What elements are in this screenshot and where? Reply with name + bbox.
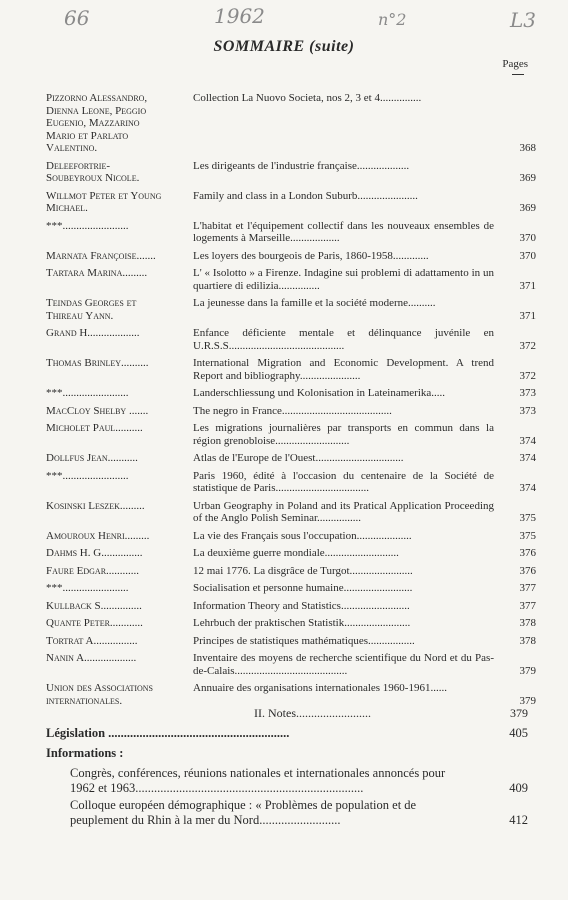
entry-page: 377 bbox=[519, 582, 536, 594]
info-entry bbox=[70, 766, 528, 796]
entry-page: 369 bbox=[519, 202, 536, 214]
toc-entry bbox=[46, 470, 568, 495]
entry-author: Micholet Paul.......... bbox=[46, 422, 143, 434]
entry-author: ***........................ bbox=[46, 387, 129, 399]
entry-title: Les migrations journalières par transports en commun dans la région grenobloise........................... bbox=[193, 422, 494, 447]
entry-author: Dahms H. G............... bbox=[46, 547, 143, 559]
toc-entry bbox=[46, 582, 568, 595]
toc-entry bbox=[46, 267, 568, 292]
entry-title: Collection La Nuovo Societa, nos 2, 3 et 4............... bbox=[193, 92, 422, 104]
entry-title: International Migration and Economic Development. A trend Report and bibliography...................... bbox=[193, 357, 494, 382]
entry-title: La deuxième guerre mondiale........................... bbox=[193, 547, 399, 559]
entry-author: Quante Peter............ bbox=[46, 617, 143, 629]
entry-page: 374 bbox=[519, 452, 536, 464]
entry-author: Grand H................... bbox=[46, 327, 140, 339]
toc-entry bbox=[46, 387, 568, 400]
toc-entry bbox=[46, 565, 568, 578]
toc-entry bbox=[46, 220, 568, 245]
entry-title: Les loyers des bourgeois de Paris, 1860-1958............. bbox=[193, 249, 429, 262]
toc-entry bbox=[46, 405, 568, 418]
entry-author: Nanin A................... bbox=[46, 652, 137, 664]
page-title: SOMMAIRE (suite) bbox=[213, 38, 355, 55]
toc-entry bbox=[46, 160, 568, 185]
legislation-label: Législation .......................................................... bbox=[46, 726, 290, 740]
entry-author: ***........................ bbox=[46, 469, 129, 482]
entry-page: 373 bbox=[519, 387, 536, 399]
toc-entry bbox=[46, 297, 568, 322]
pages-column-header: Pages bbox=[502, 58, 528, 70]
notes-label: II. Notes......................... bbox=[254, 706, 371, 720]
toc-entry bbox=[46, 250, 568, 263]
entry-author: ***........................ bbox=[46, 219, 129, 232]
entry-author: Tartara Marina......... bbox=[46, 267, 148, 279]
entry-author: Amouroux Henri......... bbox=[46, 529, 150, 542]
entry-author: Thomas Brinley.......... bbox=[46, 357, 149, 369]
entry-author: Willmot Peter et Young Michael. bbox=[46, 189, 162, 214]
entry-page: 369 bbox=[519, 172, 536, 184]
entry-title: Urban Geography in Poland and its Pratical Application Proceeding of the Anglo Polish Seminar................ bbox=[193, 499, 494, 524]
toc-entry bbox=[46, 357, 568, 382]
info-entry-page: 409 bbox=[509, 781, 528, 795]
entry-page: 371 bbox=[519, 309, 536, 322]
entry-page: 374 bbox=[519, 434, 536, 447]
toc-entry bbox=[46, 500, 568, 525]
entry-title: Lehrbuch der praktischen Statistik........................ bbox=[193, 617, 411, 629]
info-entry-line2: peuplement du Rhin à la mer du Nord.......................... bbox=[70, 813, 341, 827]
entry-page: 370 bbox=[519, 249, 536, 262]
entry-page: 368 bbox=[519, 142, 536, 154]
toc-entry bbox=[46, 635, 568, 648]
toc-entry bbox=[46, 682, 568, 707]
legislation-page: 405 bbox=[509, 726, 528, 740]
entry-title: Paris 1960, édité à l'occasion du centenaire de la Société de statistique de Paris.................................. bbox=[193, 469, 494, 494]
toc-list bbox=[0, 92, 568, 712]
entry-page: 376 bbox=[519, 547, 536, 559]
entry-author: Tortrat A................ bbox=[46, 634, 138, 647]
entry-author: ***........................ bbox=[46, 582, 129, 594]
entry-page: 373 bbox=[519, 404, 536, 417]
entry-title: Information Theory and Statistics......................... bbox=[193, 599, 410, 612]
entry-title: Inventaire des moyens de recherche scientifique du Nord et du Pas-de-Calais......................................... bbox=[193, 652, 494, 677]
entry-title: L' « Isolotto » a Firenze. Indagine sui problemi di adattamento in un quartiere di edilizia............... bbox=[193, 267, 494, 292]
notes-page: 379 bbox=[510, 706, 528, 720]
entry-title: L'habitat et l'équipement collectif dans les nouveaux ensembles de logements à Marseille.................. bbox=[193, 219, 494, 244]
entry-page: 379 bbox=[519, 664, 536, 677]
entry-title: Family and class in a London Suburb...................... bbox=[193, 189, 418, 202]
toc-entry bbox=[46, 617, 568, 630]
entry-author: MacCloy Shelby ....... bbox=[46, 404, 149, 417]
informations-heading: Informations : bbox=[46, 746, 124, 760]
entry-page: 372 bbox=[519, 339, 536, 352]
info-entry bbox=[70, 798, 528, 828]
entry-title: Landerschliessung und Kolonisation in Lateinamerika..... bbox=[193, 387, 446, 399]
info-entry-page: 412 bbox=[509, 813, 528, 827]
toc-entry bbox=[46, 452, 568, 465]
entry-author: Kullback S............... bbox=[46, 599, 142, 612]
entry-title: La jeunesse dans la famille et la société moderne.......... bbox=[193, 297, 436, 309]
entry-title: 12 mai 1776. La disgrâce de Turgot....................... bbox=[193, 564, 413, 577]
entry-author: Faure Edgar............ bbox=[46, 564, 140, 577]
entry-title: Enfance déficiente mentale et délinquance juvénile en U.R.S.S.......................................... bbox=[193, 327, 494, 352]
entry-page: 375 bbox=[519, 529, 536, 542]
toc-entry bbox=[46, 547, 568, 560]
entry-page: 378 bbox=[519, 634, 536, 647]
toc-entry bbox=[46, 652, 568, 677]
entry-author: Union des Associations internationales. bbox=[46, 682, 154, 707]
handwritten-year: 1962 bbox=[214, 4, 265, 28]
info-entry-line1: Colloque européen démographique : « Problèmes de population et de bbox=[70, 798, 417, 812]
entry-title: Atlas de l'Europe de l'Ouest................................ bbox=[193, 452, 404, 464]
toc-entry bbox=[46, 190, 568, 215]
entry-title: Principes de statistiques mathématiques................. bbox=[193, 634, 415, 647]
info-entry-line1: Congrès, conférences, réunions nationales et internationales annoncés pour bbox=[70, 766, 446, 780]
entry-author: Marnata Françoise....... bbox=[46, 249, 156, 262]
entry-title: The negro in France........................................ bbox=[193, 404, 392, 417]
entry-author: Teindas Georges et Thireau Yann. bbox=[46, 297, 137, 322]
entry-page: 377 bbox=[519, 599, 536, 612]
handwritten-number-left: 66 bbox=[64, 6, 90, 30]
handwritten-issue: n°2 bbox=[378, 10, 407, 29]
toc-entry bbox=[46, 600, 568, 613]
legislation-row bbox=[46, 726, 528, 741]
entry-title: Annuaire des organisations internationales 1960-1961...... bbox=[193, 682, 447, 694]
entry-page: 370 bbox=[519, 232, 536, 244]
toc-entry bbox=[46, 422, 568, 447]
entry-page: 376 bbox=[519, 564, 536, 577]
entry-title: Socialisation et personne humaine......................... bbox=[193, 582, 413, 594]
toc-entry bbox=[46, 92, 568, 155]
toc-entry bbox=[46, 530, 568, 543]
entry-page: 374 bbox=[519, 482, 536, 494]
entry-page: 379 bbox=[519, 694, 536, 707]
entry-title: La vie des Français sous l'occupation.................... bbox=[193, 529, 412, 542]
handwritten-code: L3 bbox=[510, 8, 537, 32]
notes-row bbox=[254, 706, 528, 721]
pages-header-rule bbox=[512, 74, 524, 75]
entry-author: Dollfus Jean........... bbox=[46, 452, 138, 464]
info-entry-line2: 1962 et 1963......................................................................... bbox=[70, 781, 364, 795]
toc-entry bbox=[46, 327, 568, 352]
entry-page: 378 bbox=[519, 617, 536, 629]
entry-author: Kosinski Leszek......... bbox=[46, 499, 145, 512]
entry-page: 371 bbox=[519, 279, 536, 292]
entry-title: Les dirigeants de l'industrie française................... bbox=[193, 159, 410, 172]
entry-author: Pizzorno Alessandro, Dienna Leone, Peggio Eugenio, Mazzarino Mario et Parlato Valentino. bbox=[46, 92, 148, 154]
entry-author: Deleefortrie- Soubeyroux Nicole. bbox=[46, 159, 140, 184]
entry-page: 372 bbox=[519, 369, 536, 382]
entry-page: 375 bbox=[519, 512, 536, 524]
